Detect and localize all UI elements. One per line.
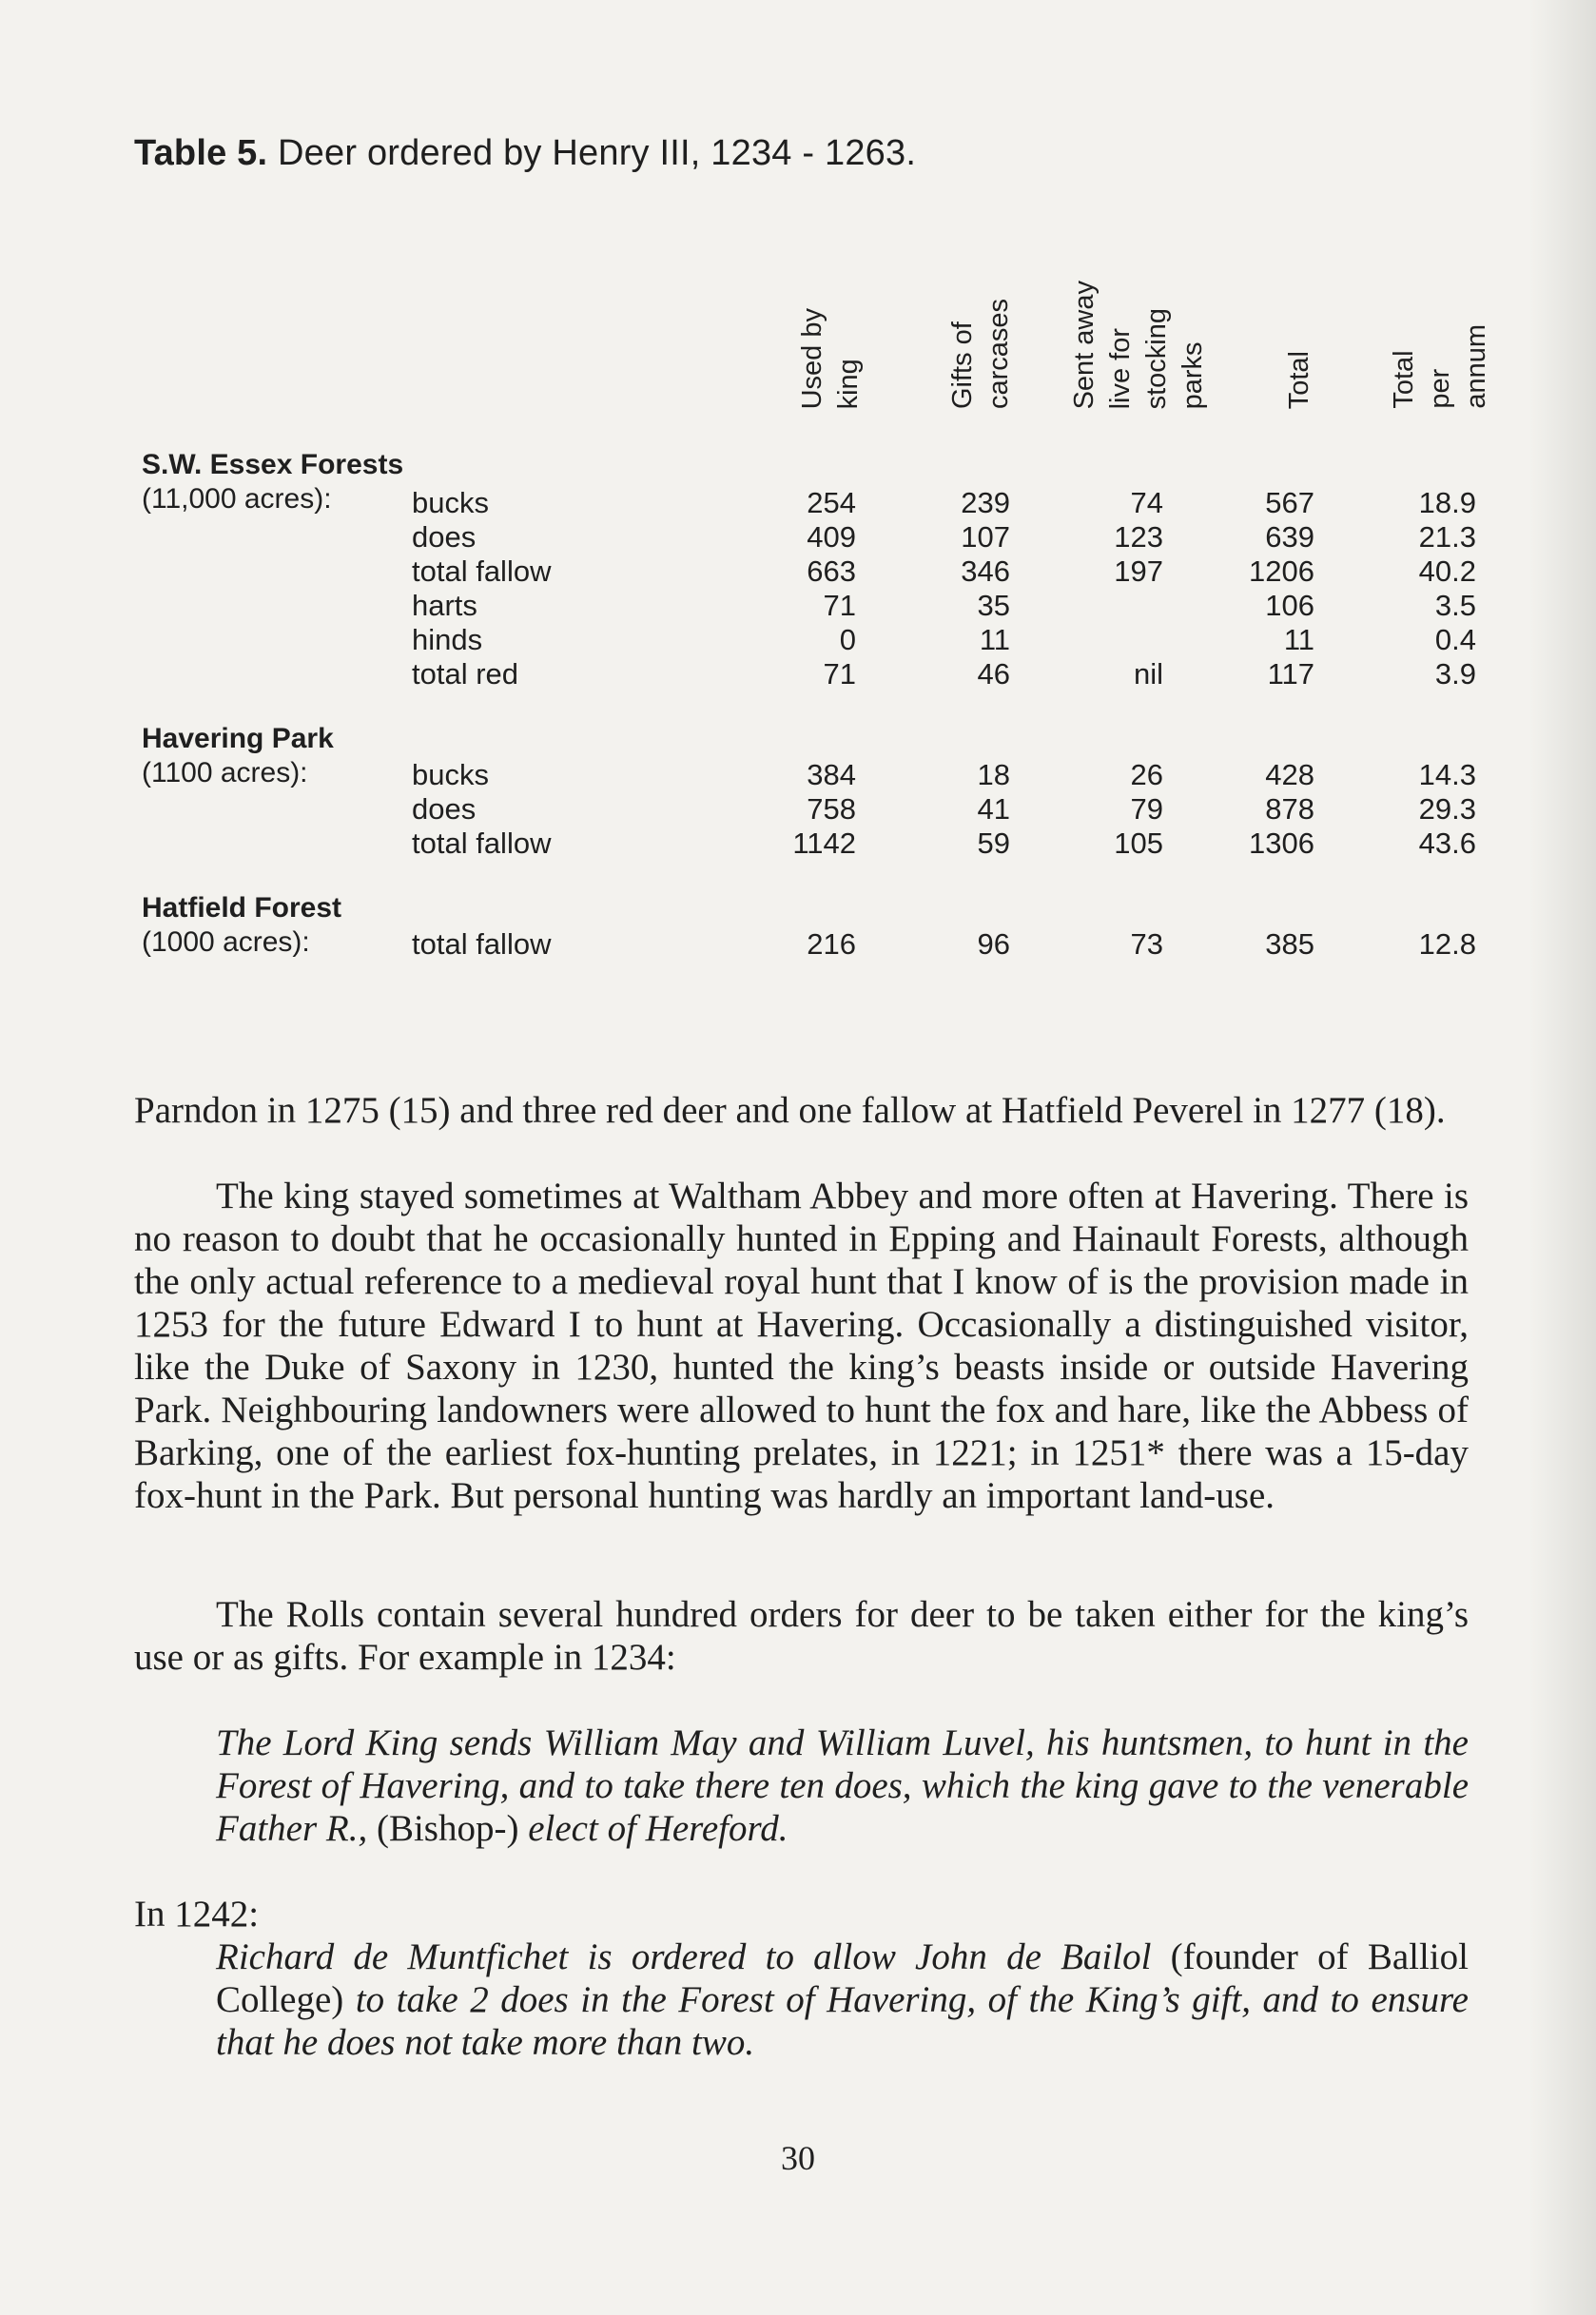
paragraph: In 1242:: [134, 1894, 260, 1935]
cell: 197: [1114, 554, 1163, 588]
column-header-gifts-of-carcases: Gifts of carcases: [947, 298, 1014, 409]
row-label: harts: [412, 589, 477, 622]
paragraph: Parndon in 1275 (15) and three red deer and one fallow at Hatfield Peverel in 1277 (18).: [134, 1090, 1446, 1131]
cell: 71: [823, 657, 856, 691]
cell: 41: [977, 792, 1010, 826]
row-label: bucks: [412, 486, 489, 519]
row-label: hinds: [412, 623, 483, 656]
row-label: total red: [412, 657, 519, 691]
column-header-used-by-king: Used by king: [797, 307, 864, 409]
column-header-total: Total: [1284, 350, 1314, 409]
cell: 11: [1283, 623, 1314, 656]
cell: 40.2: [1418, 554, 1476, 588]
cell: 11: [979, 623, 1010, 656]
group-subtitle: (1000 acres):: [142, 926, 310, 958]
cell: 14.3: [1418, 758, 1476, 791]
quote-text: to take 2 does in the Forest of Havering, of the King’s gift, and to ensure that he does not take more than two.: [216, 1979, 1469, 2063]
table-caption-text: Deer ordered by Henry III, 1234 - 1263.: [267, 133, 917, 173]
cell: 663: [807, 554, 856, 588]
cell: 105: [1114, 827, 1163, 860]
table-caption-number: Table 5.: [134, 133, 268, 173]
cell: 3.9: [1434, 657, 1476, 691]
cell: 73: [1130, 927, 1163, 961]
row-label: does: [412, 792, 477, 826]
cell: 18: [977, 758, 1010, 791]
cell: 71: [823, 589, 856, 622]
cell: 0.4: [1434, 623, 1476, 656]
table-caption: [134, 133, 916, 174]
cell: 1142: [792, 827, 856, 860]
block-quote: [216, 1936, 1469, 2064]
group-subtitle: (1100 acres):: [142, 757, 308, 788]
cell: 74: [1130, 486, 1163, 519]
cell: 567: [1265, 486, 1314, 519]
cell: 409: [807, 520, 856, 554]
quote-text: elect of Hereford.: [528, 1808, 788, 1849]
block-quote: [216, 1722, 1469, 1850]
cell: 107: [961, 520, 1010, 554]
cell: 239: [961, 486, 1010, 519]
cell: 26: [1130, 758, 1163, 791]
cell: 59: [977, 827, 1010, 860]
cell: 18.9: [1418, 486, 1476, 519]
column-header-total-per-annum: Total per annum: [1389, 324, 1491, 409]
cell: nil: [1133, 657, 1163, 691]
cell: 639: [1265, 520, 1314, 554]
row-label: bucks: [412, 758, 489, 791]
cell: 216: [807, 927, 856, 961]
quote-text: (founder of Balliol College): [216, 1936, 1469, 2020]
cell: 79: [1130, 792, 1163, 826]
page-edge-shadow: [1529, 0, 1596, 2315]
cell: 46: [977, 657, 1010, 691]
cell: 117: [1267, 657, 1314, 691]
quote-text: (Bishop-): [367, 1808, 529, 1849]
cell: 384: [807, 758, 856, 791]
group-title: Havering Park: [142, 723, 334, 754]
page-number: 30: [781, 2139, 815, 2177]
cell: 1206: [1249, 554, 1314, 588]
cell: 0: [839, 623, 856, 656]
quote-text: The Lord King sends William May and William Luvel, his huntsmen, to hunt in the Forest of Havering, and to take there ten does, which the king gave to the venerable Father R.,: [216, 1722, 1469, 1849]
paragraph: The Rolls contain several hundred orders for deer to be taken either for the king’s use or as gifts. For example in 1234:: [134, 1594, 1469, 1678]
cell: 35: [977, 589, 1010, 622]
cell: 43.6: [1418, 827, 1476, 860]
cell: 254: [807, 486, 856, 519]
cell: 106: [1265, 589, 1314, 622]
cell: 878: [1265, 792, 1314, 826]
cell: 346: [961, 554, 1010, 588]
row-label: total fallow: [412, 927, 552, 961]
row-label: does: [412, 520, 477, 554]
column-header-sent-away-live: Sent away live for stocking parks: [1069, 280, 1208, 409]
group-title: S.W. Essex Forests: [142, 449, 404, 480]
group-title: Hatfield Forest: [142, 892, 342, 924]
paragraph: The king stayed sometimes at Waltham Abbey and more often at Havering. There is no reason to doubt that he occasionally hunted in Epping and Hainault Forests, although the only actual reference to a medieval royal hunt that I know of is the provision made in 1253 for the future Edward I to hunt at Havering. Occasionally a distinguished visitor, like the Duke of Saxony in 1230, hunted the king’s beasts inside or outside Havering Park. Neighbouring landowners were allowed to hunt the fox and hare, like the Abbess of Barking, one of the earliest fox-hunting prelates, in 1221; in 1251* there was a 15-day fox-hunt in the Park. But personal hunting was hardly an important land-use.: [134, 1176, 1469, 1516]
cell: 758: [807, 792, 856, 826]
cell: 21.3: [1418, 520, 1476, 554]
cell: 12.8: [1418, 927, 1476, 961]
cell: 1306: [1249, 827, 1314, 860]
quote-text: Richard de Muntfichet is ordered to allow John de Bailol: [216, 1936, 1152, 1977]
cell: 385: [1265, 927, 1314, 961]
group-subtitle: (11,000 acres):: [142, 483, 332, 515]
cell: 29.3: [1418, 792, 1476, 826]
cell: 96: [977, 927, 1010, 961]
row-label: total fallow: [412, 554, 552, 588]
cell: 428: [1265, 758, 1314, 791]
cell: 3.5: [1434, 589, 1476, 622]
cell: 123: [1114, 520, 1163, 554]
row-label: total fallow: [412, 827, 552, 860]
